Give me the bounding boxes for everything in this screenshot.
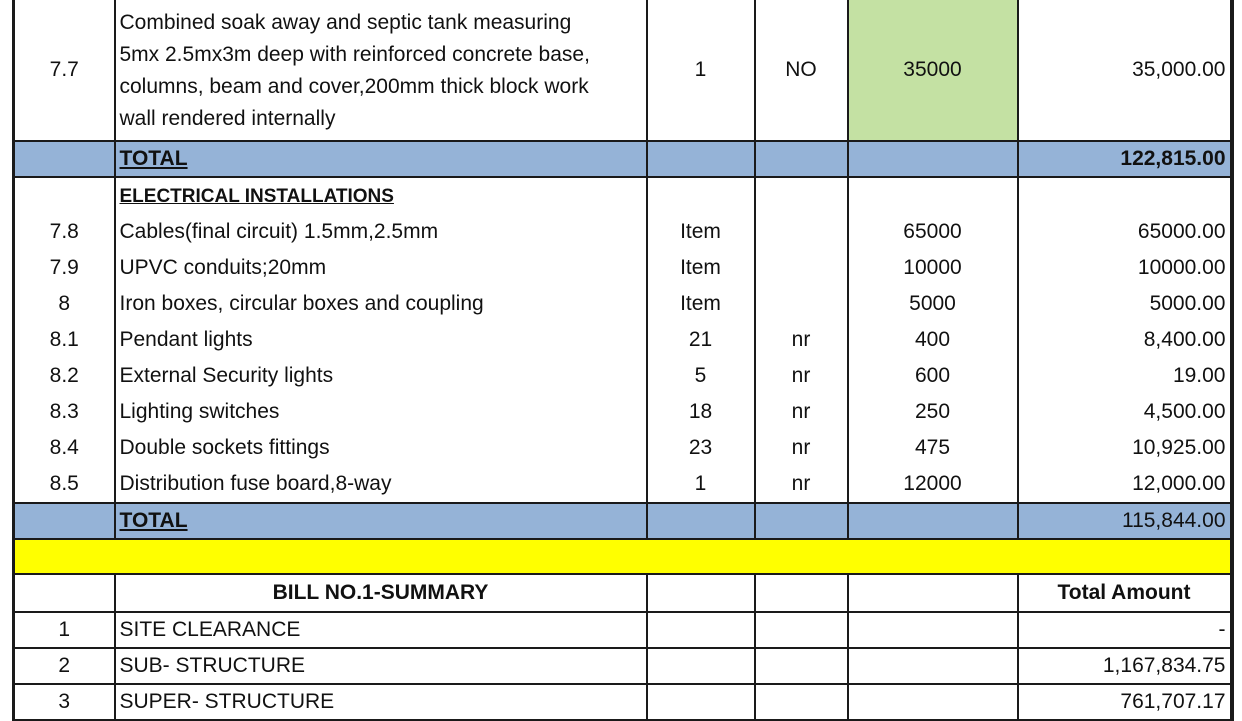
item-number: 7.7 [14,0,115,141]
item-rate: 10000 [848,250,1018,286]
item-unit: nr [755,466,848,503]
total-label: TOTAL [119,509,188,532]
item-amount: 8,400.00 [1018,322,1232,358]
item-unit: NO [755,0,848,141]
table-row [14,286,1232,322]
summary-amount-header: Total Amount [1018,574,1232,612]
table-row [14,322,1232,358]
item-unit [755,250,848,286]
item-description: Distribution fuse board,8-way [115,466,647,503]
summary-amount: - [1018,612,1232,648]
item-description: Double sockets fittings [115,430,647,466]
summary-row [14,612,1232,648]
item-quantity: Item [647,214,755,250]
summary-row [14,684,1232,720]
table-row [14,430,1232,466]
item-number: 8.5 [14,466,115,503]
item-rate: 5000 [848,286,1018,322]
item-description: Pendant lights [115,322,647,358]
item-quantity: 1 [647,0,755,141]
item-unit: nr [755,322,848,358]
table-row [14,214,1232,250]
item-description: Cables(final circuit) 1.5mm,2.5mm [115,214,647,250]
item-rate: 65000 [848,214,1018,250]
item-description [115,0,647,141]
item-quantity: 1 [647,466,755,503]
item-description: Lighting switches [115,394,647,430]
description-line: columns, beam and cover,200mm thick block work [119,75,589,98]
table-row [14,250,1232,286]
summary-description: SUB- STRUCTURE [115,648,647,684]
item-quantity: 5 [647,358,755,394]
item-quantity: Item [647,250,755,286]
separator-row [14,539,1232,574]
item-rate: 475 [848,430,1018,466]
item-number: 8.1 [14,322,115,358]
item-unit: nr [755,430,848,466]
description-line: Combined soak away and septic tank measuring [119,11,572,34]
item-number: 8 [14,286,115,322]
item-quantity: 23 [647,430,755,466]
item-unit [755,214,848,250]
total-amount: 122,815.00 [1018,141,1232,177]
item-number: 8.4 [14,430,115,466]
summary-header-row [14,574,1232,612]
summary-amount: 1,167,834.75 [1018,648,1232,684]
item-unit: nr [755,394,848,430]
item-rate: 400 [848,322,1018,358]
section-heading: ELECTRICAL INSTALLATIONS [119,185,394,207]
bill-of-quantities-sheet [12,0,1230,721]
total-label: TOTAL [119,147,188,170]
item-rate: 35000 [848,0,1018,141]
total-amount: 115,844.00 [1018,503,1232,539]
summary-number: 1 [14,612,115,648]
item-number: 7.9 [14,250,115,286]
item-amount: 19.00 [1018,358,1232,394]
item-quantity: Item [647,286,755,322]
item-quantity: 18 [647,394,755,430]
summary-description: SITE CLEARANCE [115,612,647,648]
summary-description: SUPER- STRUCTURE [115,684,647,720]
item-amount: 35,000.00 [1018,0,1232,141]
total-row [14,141,1232,177]
total-row [14,503,1232,539]
item-amount: 65000.00 [1018,214,1232,250]
item-rate: 12000 [848,466,1018,503]
item-rate: 250 [848,394,1018,430]
section-heading-row [14,177,1232,214]
item-quantity: 21 [647,322,755,358]
table-row [14,358,1232,394]
summary-number: 3 [14,684,115,720]
item-rate: 600 [848,358,1018,394]
item-unit [755,286,848,322]
item-amount: 4,500.00 [1018,394,1232,430]
table-row [14,394,1232,430]
description-line: wall rendered internally [119,107,336,130]
summary-amount: 761,707.17 [1018,684,1232,720]
item-amount: 5000.00 [1018,286,1232,322]
item-amount: 10,925.00 [1018,430,1232,466]
item-unit: nr [755,358,848,394]
description-line: 5mx 2.5mx3m deep with reinforced concrete base, [119,43,590,66]
item-amount: 12,000.00 [1018,466,1232,503]
item-number: 8.3 [14,394,115,430]
item-description: UPVC conduits;20mm [115,250,647,286]
boq-table [12,0,1234,721]
table-row [14,466,1232,503]
table-row [14,0,1232,141]
item-description: External Security lights [115,358,647,394]
item-description: Iron boxes, circular boxes and coupling [115,286,647,322]
item-amount: 10000.00 [1018,250,1232,286]
summary-row [14,648,1232,684]
summary-title: BILL NO.1-SUMMARY [115,574,647,612]
item-number: 7.8 [14,214,115,250]
summary-number: 2 [14,648,115,684]
item-number: 8.2 [14,358,115,394]
